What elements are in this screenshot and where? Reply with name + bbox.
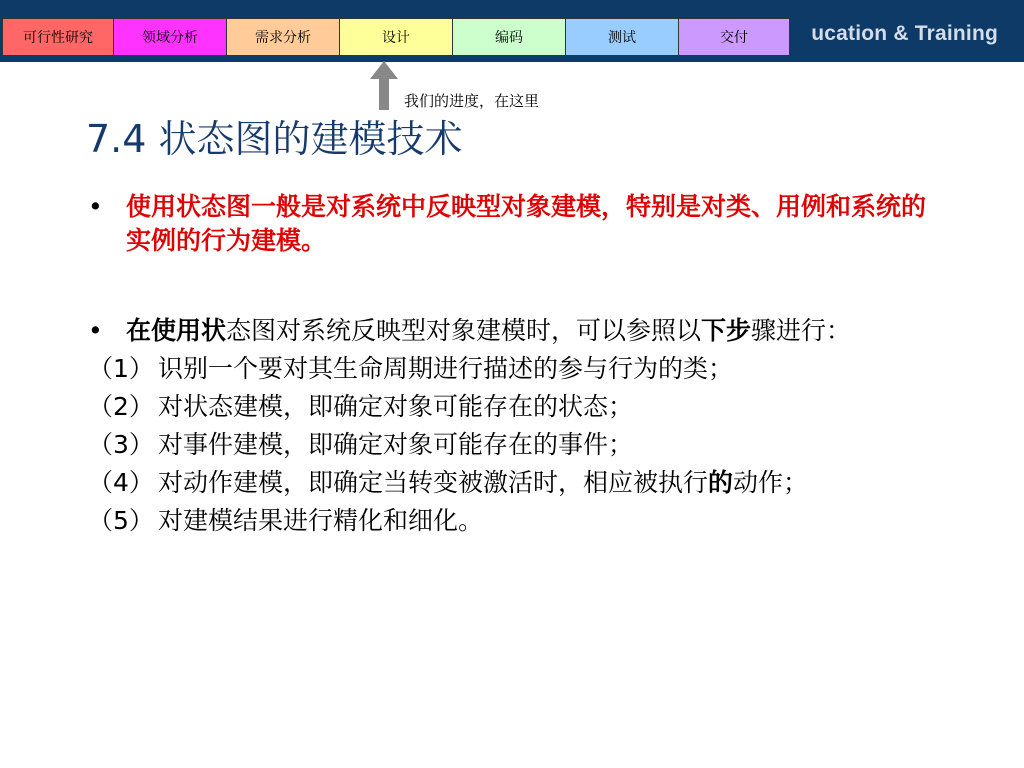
step-number: （3） (88, 430, 154, 459)
bullet-1-text: 态图一般是对系统中反映型对象建模，特别是对类、用例和系统的实例的行为建模。 (126, 192, 927, 255)
step-number: （5） (88, 506, 154, 535)
tab-delivery[interactable]: 交付 (678, 18, 790, 56)
step-text: 识别一个要对其生命周期进行描述的参与行为的类； (158, 354, 734, 383)
bullet-2-tail: 骤进行： (751, 316, 852, 345)
bullet-2-text: 态图对系统反映型对象建模时，可以参照以 (226, 316, 702, 345)
bullet-2 (88, 314, 938, 348)
step-1 (88, 352, 938, 386)
phase-tabs (2, 18, 789, 58)
step-4 (88, 466, 938, 500)
progress-label: 我们的进度，在这里 (404, 92, 540, 110)
tab-requirements[interactable]: 需求分析 (226, 18, 340, 56)
step-text: 对动作建模，即确定当转变被激活时，相应被执行 (158, 468, 709, 497)
progress-arrow-icon (369, 60, 399, 110)
step-text: 对事件建模，即确定对象可能存在的事件； (158, 430, 634, 459)
tab-feasibility[interactable]: 可行性研究 (2, 18, 114, 56)
bullet-dot: • (88, 192, 103, 221)
step-number: （1） (88, 354, 154, 383)
step-text: 对建模结果进行精化和细化。 (158, 506, 484, 535)
step-2 (88, 390, 938, 424)
step-5 (88, 504, 938, 538)
tab-coding[interactable]: 编码 (452, 18, 566, 56)
step-number: （2） (88, 392, 154, 421)
bullet-1 (88, 190, 938, 258)
page-title: 7.4 状态图的建模技术 (86, 117, 463, 161)
brand-text: ucation & Training (811, 22, 998, 45)
step-text: 对状态建模，即确定对象可能存在的状态； (158, 392, 634, 421)
step-number: （4） (88, 468, 154, 497)
bullet-2-bold-2: 下步 (701, 316, 752, 345)
tab-testing[interactable]: 测试 (565, 18, 679, 56)
bullet-2-bold: 在使用状 (126, 316, 227, 345)
tab-design[interactable]: 设计 (339, 18, 453, 56)
bullet-dot: • (88, 316, 103, 345)
slide-content (88, 190, 938, 538)
tab-domain-analysis[interactable]: 领域分析 (113, 18, 227, 56)
step-text-bold: 的 (708, 468, 734, 497)
step-text-tail: 动作； (733, 468, 809, 497)
step-3 (88, 428, 938, 462)
bullet-1-bold: 使用状 (126, 192, 202, 221)
